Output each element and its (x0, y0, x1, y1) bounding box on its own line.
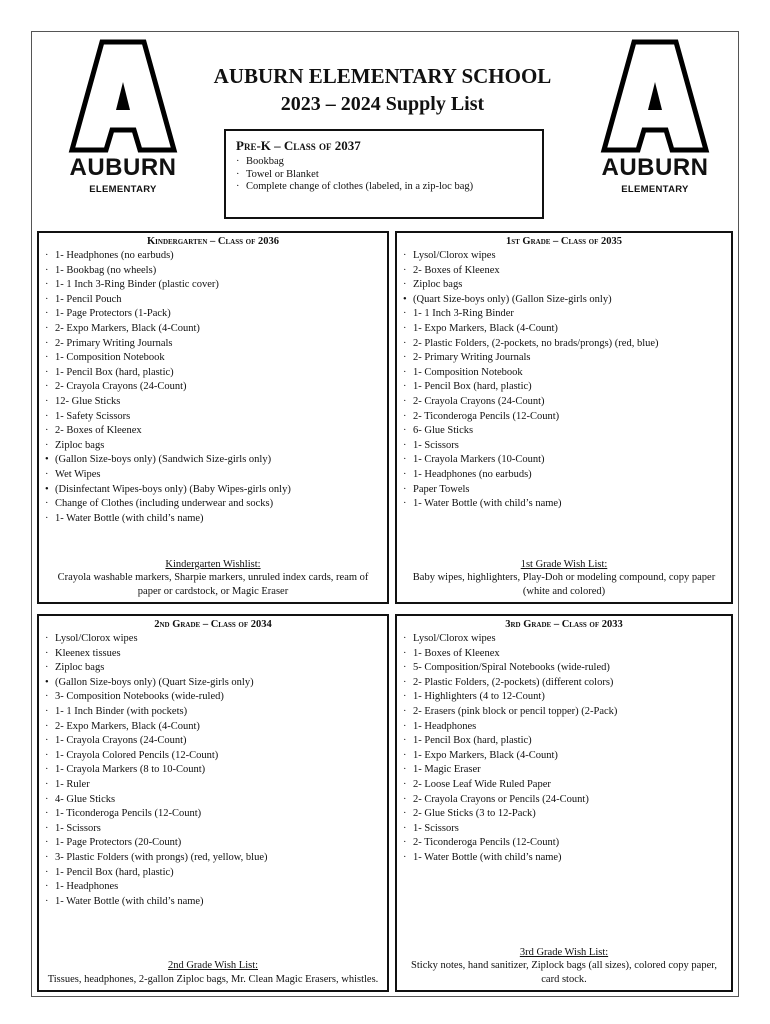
list-item: · 12- Glue Sticks (45, 395, 121, 407)
list-item: · 1- Expo Markers, Black (4-Count) (403, 749, 558, 761)
list-item: · 1- Ruler (45, 778, 90, 790)
prek-list (236, 156, 532, 194)
list-item: · 1- Water Bottle (with child’s name) (45, 512, 204, 524)
list-item: · Bookbag (236, 156, 284, 167)
prek-title: Pre-K – Class of 2037 (236, 138, 361, 153)
kindergarten-box (37, 231, 389, 604)
kindergarten-title: Kindergarten – Class of 2036 (147, 236, 279, 247)
list-item: · 1- Pencil Box (hard, plastic) (403, 735, 532, 747)
kindergarten-wishlist (45, 558, 381, 599)
auburn-logo-right (600, 38, 710, 208)
list-item: · 1- Page Protectors (1-Pack) (45, 308, 171, 320)
year-title: 2023 – 2024 Supply List (280, 93, 485, 115)
list-item: · Ziploc bags (45, 662, 105, 674)
wishlist-text: Sticky notes, hand sanitizer, Ziplock bags (all sizes), colored copy paper, card stock. (411, 960, 717, 985)
list-item: · 2- Primary Writing Journals (403, 352, 531, 364)
list-item: · 2- Crayola Crayons or Pencils (24-Count) (403, 793, 589, 805)
wishlist-text: Baby wipes, highlighters, Play-Doh or modeling compound, copy paper (white and colored) (412, 572, 716, 597)
wishlist-title: 1st Grade Wish List: (520, 558, 608, 570)
list-item: · Ziploc bags (45, 439, 105, 451)
list-item: · 1- Magic Eraser (403, 764, 481, 776)
list-item: · 1- Headphones (no earbuds) (403, 468, 532, 480)
list-item: · 2- Boxes of Kleenex (45, 425, 142, 437)
grade2-title: 2nd Grade – Class of 2034 (154, 619, 272, 630)
list-item: • (Disinfectant Wipes-boys only) (Baby Wipes-girls only) (45, 483, 291, 495)
grade1-wishlist (403, 558, 725, 599)
logo-word: AUBURN (69, 154, 177, 181)
list-item: · 1- Scissors (403, 822, 459, 834)
list-item: · 2- Expo Markers, Black (4-Count) (45, 720, 200, 732)
grade1-title: 1st Grade – Class of 2035 (505, 236, 622, 247)
list-item: · 2- Plastic Folders, (2-pockets) (different colors) (403, 676, 614, 688)
list-item: · 2- Erasers (pink block or pencil topper) (2-Pack) (403, 705, 618, 717)
grade2-list (45, 632, 381, 909)
prek-box (224, 129, 544, 219)
grade2-wishlist (45, 959, 381, 986)
grade3-list (403, 632, 725, 866)
list-item: · 2- Primary Writing Journals (45, 337, 173, 349)
grade3-box (395, 614, 733, 992)
list-item: · 1- Safety Scissors (45, 410, 131, 422)
list-item: · 1- Water Bottle (with child’s name) (45, 895, 204, 907)
school-title: AUBURN ELEMENTARY SCHOOL (213, 64, 552, 88)
list-item: • (Gallon Size-boys only) (Quart Size-girls only) (45, 676, 254, 688)
list-item: · 1- Expo Markers, Black (4-Count) (403, 322, 558, 334)
list-item: · 2- Glue Sticks (3 to 12-Pack) (403, 808, 536, 820)
list-item: · 1- Composition Notebook (403, 366, 523, 378)
list-item: · 1- 1 Inch Binder (with pockets) (45, 705, 188, 717)
list-item: · 2- Ticonderoga Pencils (12-Count) (403, 837, 560, 849)
wishlist-title: 3rd Grade Wish List: (519, 946, 609, 958)
list-item: · 2- Crayola Crayons (24-Count) (403, 395, 545, 407)
list-item: · Ziploc bags (403, 279, 463, 291)
auburn-logo-left (68, 38, 178, 208)
list-item: · 1- Water Bottle (with child’s name) (403, 851, 562, 863)
list-item: · Towel or Blanket (236, 168, 319, 180)
list-item: · 3- Plastic Folders (with prongs) (red, yellow, blue) (45, 851, 268, 863)
list-item: · 1- Composition Notebook (45, 352, 165, 364)
list-item: · 2- Expo Markers, Black (4-Count) (45, 322, 200, 334)
letter-a-emblem (68, 38, 178, 158)
list-item: · Lysol/Clorox wipes (45, 633, 138, 644)
letter-a-emblem (600, 38, 710, 158)
list-item: · 5- Composition/Spiral Notebooks (wide-ruled) (403, 662, 610, 674)
logo-subword: ELEMENTARY (621, 184, 689, 195)
list-item: · 1- Water Bottle (with child’s name) (403, 498, 562, 510)
list-item: · 1- Pencil Box (hard, plastic) (45, 366, 174, 378)
list-item: · 1- Headphones (403, 720, 477, 732)
list-item: · 1- Pencil Box (hard, plastic) (403, 381, 532, 393)
list-item: · Complete change of clothes (labeled, in a zip-loc bag) (236, 181, 474, 192)
list-item: · Change of Clothes (including underwear and socks) (45, 498, 274, 510)
list-item: • (Gallon Size-boys only) (Sandwich Size-girls only) (45, 454, 272, 466)
list-item: · 1- Boxes of Kleenex (403, 647, 500, 659)
list-item: · Paper Towels (403, 483, 470, 495)
list-item: · 1- Headphones (45, 881, 119, 893)
list-item: · 2- Ticonderoga Pencils (12-Count) (403, 410, 560, 422)
list-item: · 1- Crayola Markers (8 to 10-Count) (45, 764, 206, 776)
list-item: · 1- 1 Inch 3-Ring Binder (403, 308, 514, 320)
list-item: · 2- Crayola Crayons (24-Count) (45, 381, 187, 393)
wishlist-text: Tissues, headphones, 2-gallon Ziploc bags, Mr. Clean Magic Erasers, whistles. (47, 973, 379, 985)
logo-subword: ELEMENTARY (89, 184, 157, 195)
list-item: · 1- Crayola Colored Pencils (12-Count) (45, 749, 219, 761)
grade3-title: 3rd Grade – Class of 2033 (505, 619, 623, 630)
list-item: · 1- Scissors (45, 822, 101, 834)
list-item: · 1- Scissors (403, 439, 459, 451)
list-item: · 1- Pencil Box (hard, plastic) (45, 866, 174, 878)
list-item: · 1- Crayola Crayons (24-Count) (45, 735, 187, 747)
list-item: · 3- Composition Notebooks (wide-ruled) (45, 691, 224, 703)
grade3-wishlist (403, 946, 725, 987)
grade1-list (403, 249, 725, 512)
list-item: · 2- Plastic Folders, (2-pockets, no brads/prongs) (red, blue) (403, 337, 659, 349)
list-item: · 1- Pencil Pouch (45, 293, 122, 305)
list-item: · 1- Bookbag (no wheels) (45, 264, 157, 276)
list-item: · 4- Glue Sticks (45, 793, 116, 805)
list-item: · 1- Page Protectors (20-Count) (45, 837, 182, 849)
wishlist-title: Kindergarten Wishlist: (165, 558, 261, 570)
kindergarten-list (45, 249, 381, 526)
list-item: · 2- Boxes of Kleenex (403, 264, 500, 276)
list-item: · 1- Crayola Markers (10-Count) (403, 454, 545, 466)
list-item: · 1- 1 Inch 3-Ring Binder (plastic cover) (45, 279, 219, 291)
list-item: · 1- Headphones (no earbuds) (45, 250, 174, 261)
logo-word: AUBURN (601, 154, 709, 181)
list-item: · Lysol/Clorox wipes (403, 250, 496, 261)
grade2-box (37, 614, 389, 992)
list-item: · 1- Ticonderoga Pencils (12-Count) (45, 808, 202, 820)
wishlist-text: Crayola washable markers, Sharpie markers, unruled index cards, ream of paper or cardstock, or Magic Eraser (57, 572, 369, 597)
list-item: · 2- Loose Leaf Wide Ruled Paper (403, 778, 551, 790)
wishlist-title: 2nd Grade Wish List: (167, 960, 259, 971)
grade1-box (395, 231, 733, 604)
list-item: · 1- Highlighters (4 to 12-Count) (403, 691, 545, 703)
list-item: · 6- Glue Sticks (403, 425, 474, 437)
list-item: · Wet Wipes (45, 468, 101, 480)
list-item: • (Quart Size-boys only) (Gallon Size-girls only) (403, 293, 612, 305)
list-item: · Lysol/Clorox wipes (403, 633, 496, 644)
list-item: · Kleenex tissues (45, 647, 121, 659)
